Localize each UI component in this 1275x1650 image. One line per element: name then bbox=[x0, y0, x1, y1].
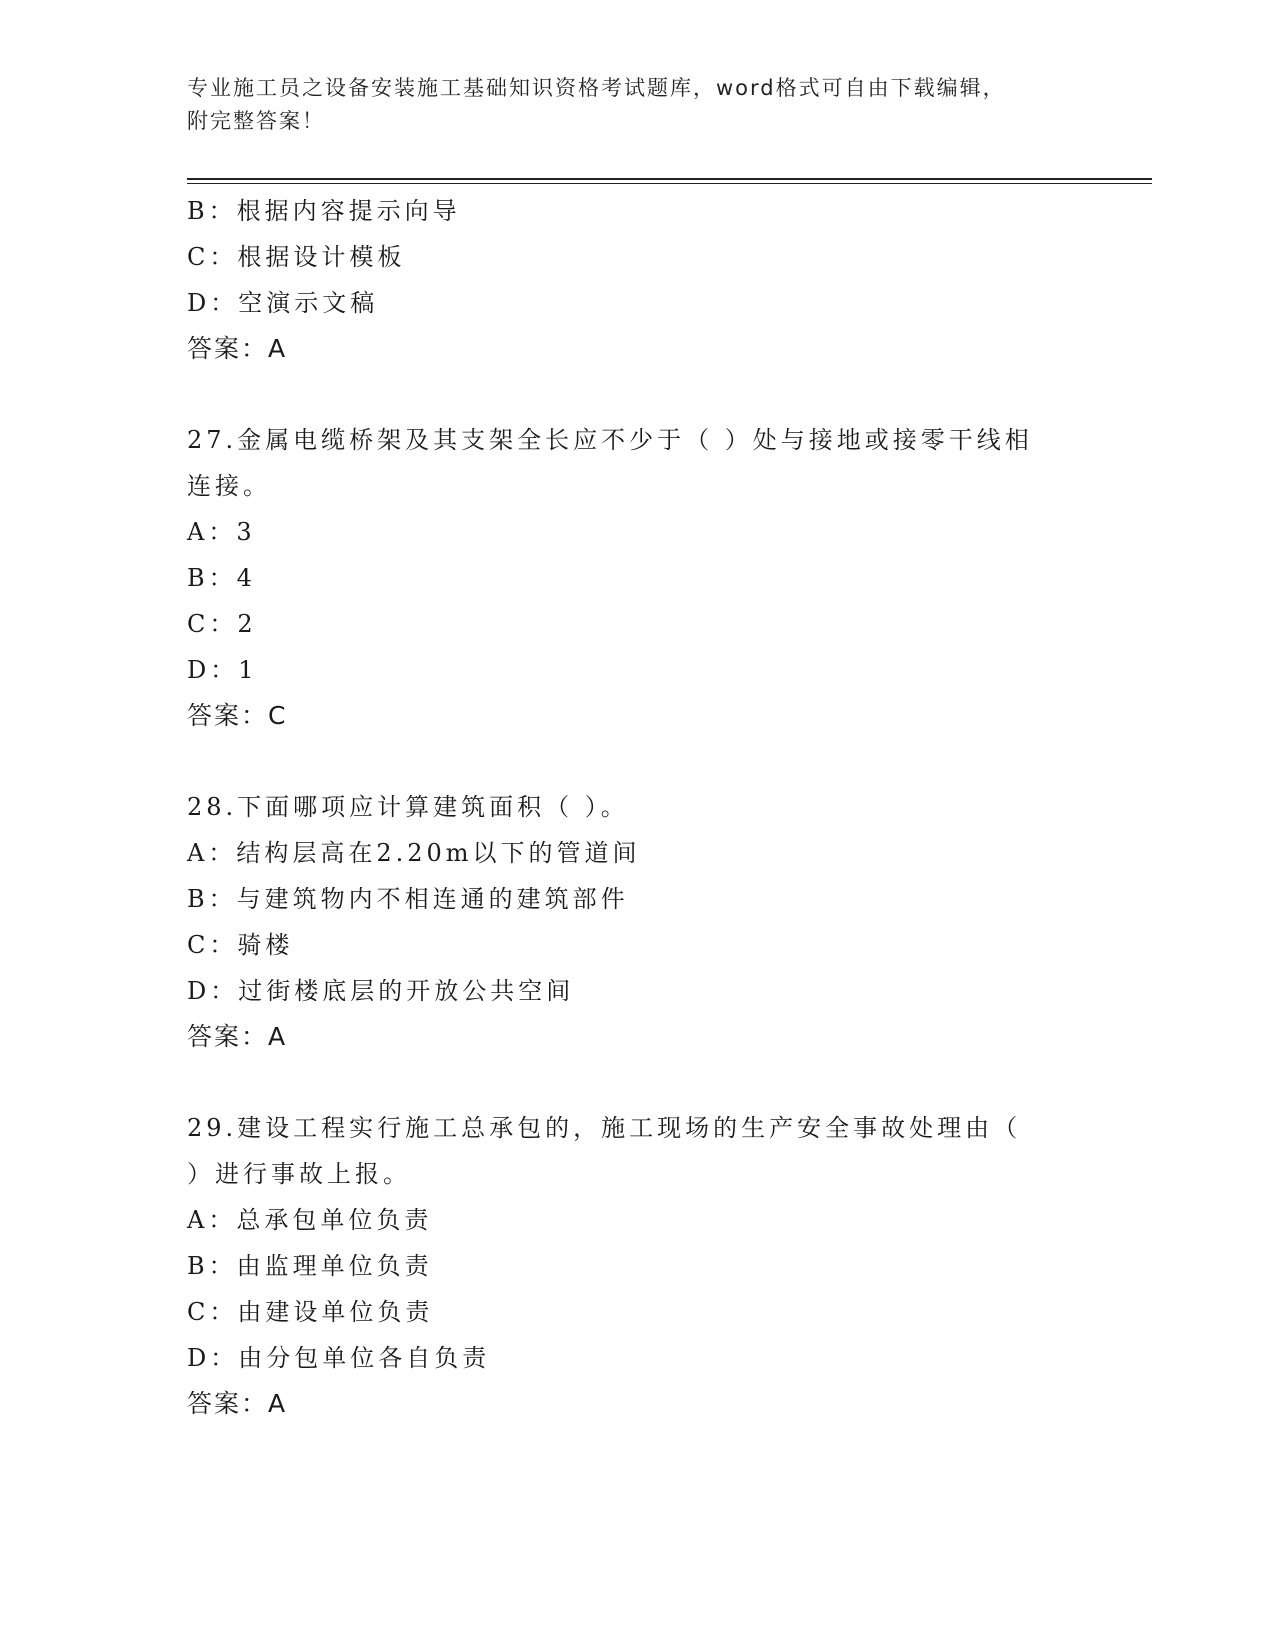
answer-line: 答案：A bbox=[187, 334, 288, 363]
option-line: D：过街楼底层的开放公共空间 bbox=[187, 977, 575, 1005]
option-line: D：1 bbox=[187, 656, 258, 684]
header-title-line-1: 专业施工员之设备安装施工基础知识资格考试题库，word格式可自由下载编辑， bbox=[187, 76, 1006, 100]
question-line: 28.下面哪项应计算建筑面积（ ）。 bbox=[187, 793, 629, 821]
question-block bbox=[187, 188, 1087, 372]
option-line: C：由建设单位负责 bbox=[187, 1298, 434, 1326]
option-line: A：总承包单位负责 bbox=[187, 1206, 433, 1234]
question-line: 27.金属电缆桥架及其支架全长应不少于（ ）处与接地或接零干线相 bbox=[187, 426, 1033, 454]
option-line: A：3 bbox=[187, 518, 256, 546]
option-line: D：由分包单位各自负责 bbox=[187, 1344, 491, 1372]
answer-line: 答案：A bbox=[187, 1022, 288, 1051]
option-line: D：空演示文稿 bbox=[187, 289, 379, 317]
option-line: B：由监理单位负责 bbox=[187, 1252, 433, 1280]
question-block bbox=[187, 417, 1087, 739]
option-line: B：4 bbox=[187, 564, 256, 592]
question-block bbox=[187, 784, 1087, 1060]
option-line: B：与建筑物内不相连通的建筑部件 bbox=[187, 885, 629, 913]
option-line: B：根据内容提示向导 bbox=[187, 197, 461, 225]
option-line: A：结构层高在2.20m以下的管道间 bbox=[187, 839, 641, 867]
question-line: 连接。 bbox=[187, 472, 271, 500]
block-gap bbox=[187, 1060, 1087, 1105]
block-gap bbox=[187, 739, 1087, 784]
question-block bbox=[187, 1105, 1087, 1427]
question-line: ）进行事故上报。 bbox=[187, 1160, 411, 1188]
block-gap bbox=[187, 372, 1087, 417]
option-line: C：根据设计模板 bbox=[187, 243, 406, 271]
answer-line: 答案：A bbox=[187, 1389, 288, 1418]
header-divider bbox=[187, 178, 1152, 184]
option-line: C：骑楼 bbox=[187, 931, 294, 959]
question-list bbox=[187, 188, 1087, 1427]
option-line: C：2 bbox=[187, 610, 257, 638]
header-title-line-2: 附完整答案！ bbox=[187, 109, 325, 133]
answer-line: 答案：C bbox=[187, 701, 288, 730]
question-line: 29.建设工程实行施工总承包的，施工现场的生产安全事故处理由（ bbox=[187, 1114, 1022, 1142]
document-header bbox=[187, 72, 1087, 138]
